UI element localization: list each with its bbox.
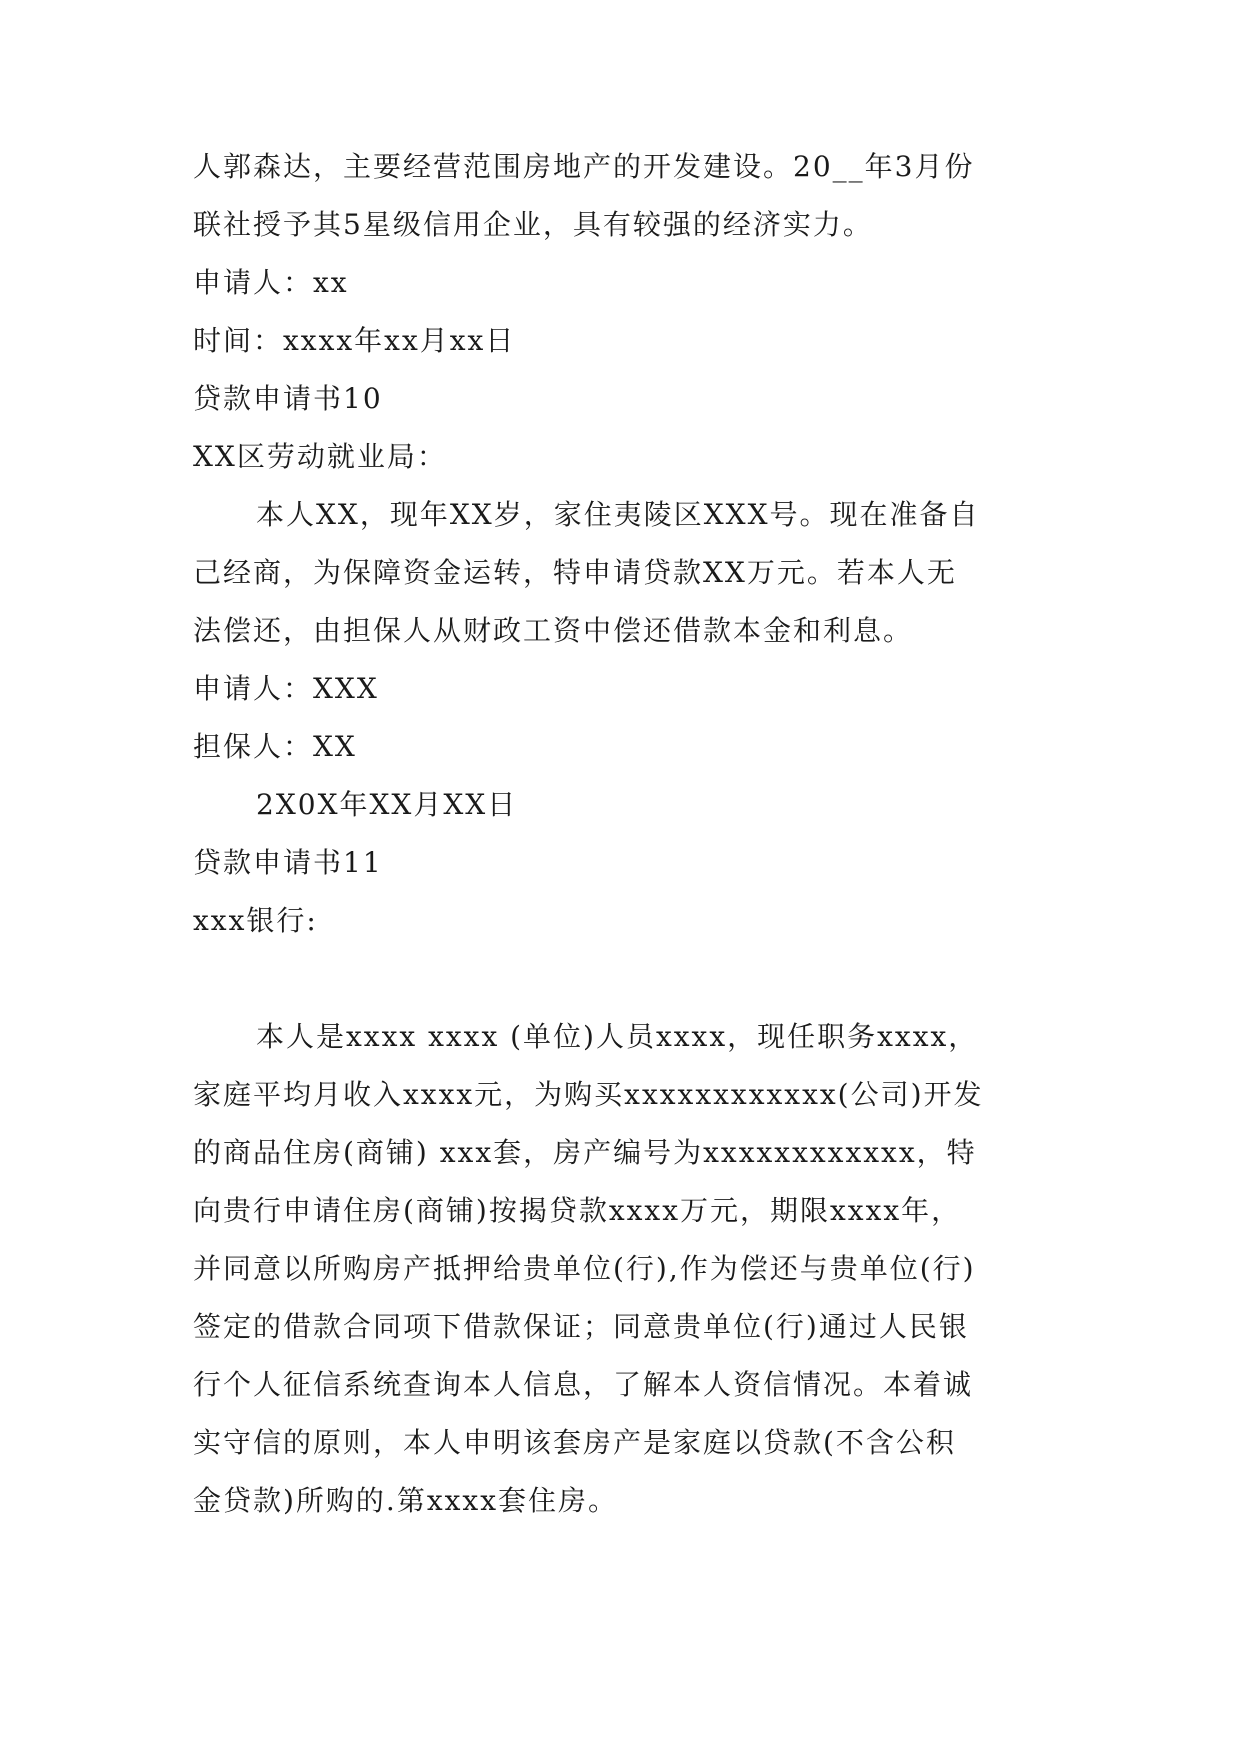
paragraph-line: 并同意以所购房产抵押给贵单位(行),作为偿还与贵单位(行) [193,1252,976,1285]
paragraph-line: 金贷款)所购的.第xxxx套住房。 [193,1484,618,1517]
addressee-line: XX区劳动就业局： [193,440,447,473]
applicant-line: 申请人：XXX [193,672,379,705]
paragraph-line: 家庭平均月收入xxxx元，为购买xxxxxxxxxxxx(公司)开发 [193,1078,984,1111]
paragraph-line: 签定的借款合同项下借款保证；同意贵单位(行)通过人民银 [193,1310,969,1343]
section-title: 贷款申请书11 [193,846,383,879]
date-line: 时间：xxxx年xx月xx日 [193,324,516,357]
date-line: 2X0X年XX月XX日 [256,788,518,821]
section-title: 贷款申请书10 [193,382,383,415]
paragraph-line: 本人XX，现年XX岁，家住夷陵区XXX号。现在准备自 [256,498,980,531]
paragraph-line: 本人是xxxx xxxx (单位)人员xxxx，现任职务xxxx， [256,1020,979,1053]
paragraph-line: 人郭森达，主要经营范围房地产的开发建设。20__年3月份 [193,150,975,183]
addressee-line: xxx银行: [193,904,318,937]
applicant-line: 申请人：xx [193,266,349,299]
paragraph-line: 己经商，为保障资金运转，特申请贷款XX万元。若本人无 [193,556,957,589]
paragraph-line: 向贵行申请住房(商铺)按揭贷款xxxx万元，期限xxxx年， [193,1194,962,1227]
paragraph-line: 联社授予其5星级信用企业，具有较强的经济实力。 [193,208,873,241]
paragraph-line: 行个人征信系统查询本人信息，了解本人资信情况。本着诚 [193,1368,974,1401]
paragraph-line: 的商品住房(商铺) xxx套，房产编号为xxxxxxxxxxxx，特 [193,1136,977,1169]
paragraph-line: 实守信的原则，本人申明该套房产是家庭以贷款(不含公积 [193,1426,956,1459]
paragraph-line: 法偿还，由担保人从财政工资中偿还借款本金和利息。 [193,614,914,647]
guarantor-line: 担保人：XX [193,730,357,763]
